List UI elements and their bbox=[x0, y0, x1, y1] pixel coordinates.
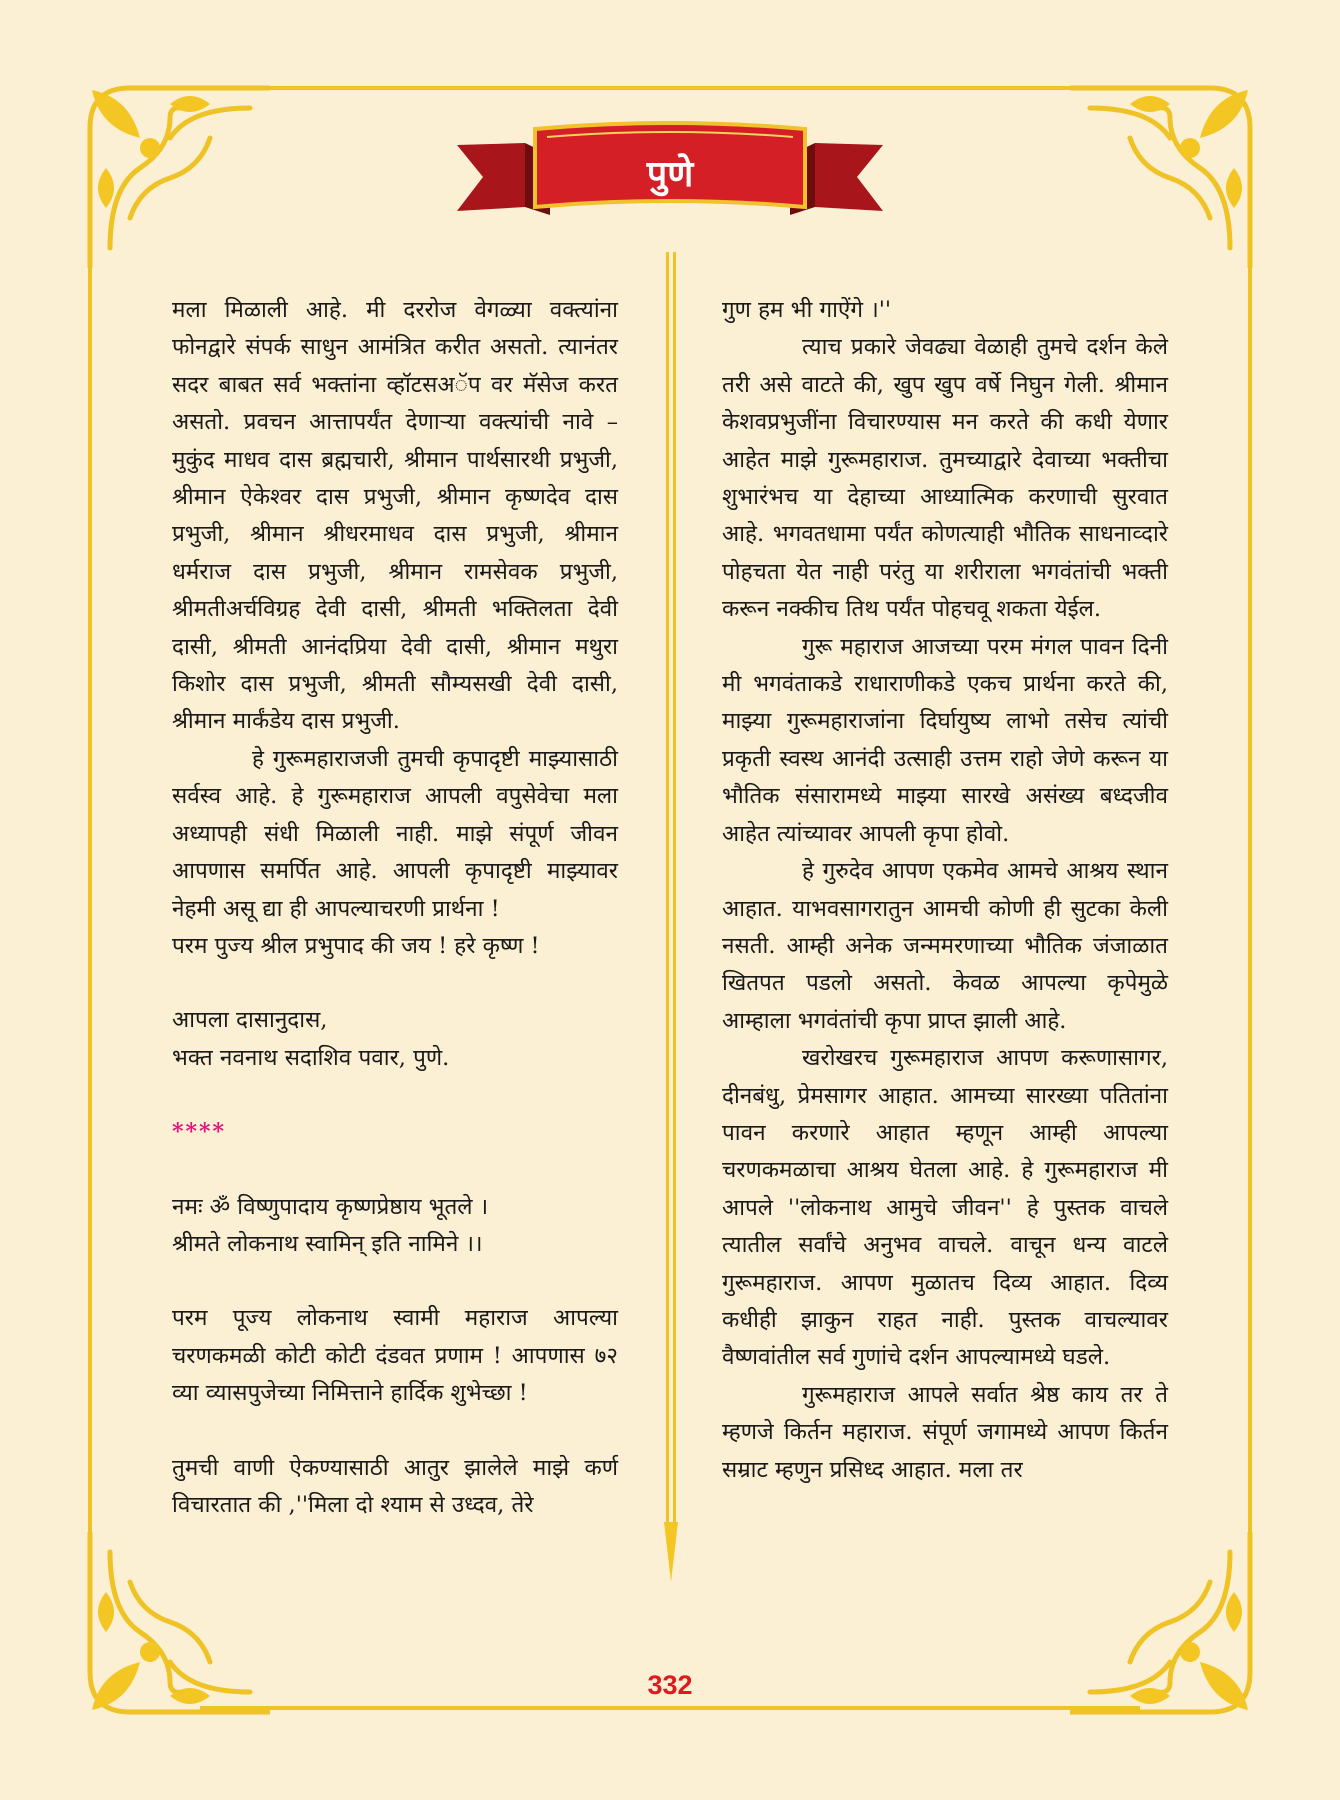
frame-top-border bbox=[200, 86, 1140, 90]
verse-line: नमः ॐ विष्णुपादाय कृष्णप्रेष्ठाय भूतले । bbox=[172, 1193, 489, 1220]
corner-ornament-icon bbox=[1070, 68, 1270, 268]
paragraph: तुमची वाणी ऐकण्यासाठी आतुर झालेले माझे कर्ण विचारतात की ,''मिला दो श्याम से उध्दव, तेरे bbox=[172, 1454, 618, 1518]
frame-right-border bbox=[1248, 220, 1252, 1600]
paragraph: गुरूमहाराज आपले सर्वात श्रेष्ठ काय तर ते म्हणजे किर्तन महाराज. संपूर्ण जगामध्ये आपण किर्तन सम्राट म्हणुन प्रसिध्द आहात. मला तर bbox=[722, 1381, 1168, 1483]
verse-line: श्रीमते लोकनाथ स्वामिन् इति नामिने ।। bbox=[172, 1230, 483, 1257]
paragraph: गुण हम भी गाऐंगे ।'' bbox=[722, 297, 892, 323]
right-column bbox=[722, 292, 1168, 1489]
corner-ornament-icon bbox=[70, 68, 270, 268]
column-divider bbox=[664, 252, 678, 1592]
frame-bottom-border bbox=[200, 1706, 1140, 1710]
paragraph: परम पुज्य श्रील प्रभुपाद की जय ! हरे कृष्ण ! bbox=[172, 932, 540, 959]
paragraph: त्याच प्रकारे जेवढ्या वेळाही तुमचे दर्शन केले तरी असे वाटते की, खुप खुप वर्षे निघुन गेली. श्रीमान केशवप्रभुजींना विचारण्यास मन करते की कधी येणार आहेत माझे गुरूमहाराज. तुमच्याद्वारे देवाच्या भक्तीचा शुभारंभच या देहाच्या आध्यात्मिक करणाची सुरवात आहे. भगवतधामा पर्यंत कोणत्याही भौतिक साधनाव्दारे पोहचता येत नाही परंतु या शरीराला भगवंतांची भक्ती करून नक्कीच तिथ पर्यंत पोहचवू शकता येईल. bbox=[722, 334, 1168, 623]
corner-ornament-icon bbox=[1070, 1532, 1270, 1732]
page-number: 332 bbox=[647, 1670, 693, 1700]
paragraph: मला मिळाली आहे. मी दररोज वेगळ्या वक्त्यांना फोनद्वारे संपर्क साधुन आमंत्रित करीत असतो. त्यानंतर सदर बाबत सर्व भक्तांना व्हॉटसअॅप वर मॅसेज करत असतो. प्रवचन आत्तापर्यंत देणाऱ्या वक्त्यांची नावे – मुकुंद माधव दास ब्रह्मचारी, श्रीमान पार्थसारथी प्रभुजी, श्रीमान ऐकेश्वर दास प्रभुजी, श्रीमान कृष्णदेव दास प्रभुजी, श्रीमान श्रीधरमाधव दास प्रभुजी, श्रीमान धर्मराज दास प्रभुजी, श्रीमान रामसेवक प्रभुजी, श्रीमतीअर्चविग्रह देवी दासी, श्रीमती भक्तिलता देवी दासी, श्रीमती आनंदप्रिया देवी दासी, श्रीमान मथुरा किशोर दास प्रभुजी, श्रीमती सौम्यसखी देवी दासी, श्रीमान मार्कंडेय दास प्रभुजी. bbox=[172, 297, 618, 735]
paragraph: हे गुरुदेव आपण एकमेव आमचे आश्रय स्थान आहात. याभवसागरातुन आमची कोणी ही सुटका केली नसती. आम्ही अनेक जन्ममरणाच्या भौतिक जंजाळात खितपत पडलो असतो. केवळ आपल्या कृपेमुळे आम्हाला भगवंतांची कृपा प्राप्त झाली आहे. bbox=[722, 858, 1168, 1034]
paragraph: परम पूज्य लोकनाथ स्वामी महाराज आपल्या चरणकमळी कोटी कोटी दंडवत प्रणाम ! आपणास ७२ व्या व्यासपुजेच्या निमित्ताने हार्दिक शुभेच्छा ! bbox=[172, 1305, 618, 1407]
signoff-line: आपला दासानुदास, bbox=[172, 1007, 328, 1034]
frame-left-border bbox=[88, 220, 92, 1600]
signoff-line: भक्त नवनाथ सदाशिव पवार, पुणे. bbox=[172, 1044, 450, 1071]
paragraph: खरोखरच गुरूमहाराज आपण करूणासागर, दीनबंधु, प्रेमसागर आहात. आमच्या सारख्या पतितांना पावन करणारे आहात म्हणून आम्ही आपल्या चरणकमळाचा आश्रय घेतला आहे. हे गुरूमहाराज मी आपले ''लोकनाथ आमुचे जीवन'' हे पुस्तक वाचले त्यातील सर्वांचे अनुभव वाचले. वाचून धन्य वाटले गुरूमहाराज. आपण मुळातच दिव्य आहात. दिव्य कधीही झाकुन राहत नाही. पुस्तक वाचल्यावर वैष्णवांतील सर्व गुणांचे दर्शन आपल्यामध्ये घडले. bbox=[722, 1045, 1168, 1371]
section-separator: **** bbox=[172, 1119, 227, 1146]
paragraph: हे गुरूमहाराजजी तुमची कृपादृष्टी माझ्यासाठी सर्वस्व आहे. हे गुरूमहाराज आपली वपुसेवेचा मला अध्यापही संधी मिळाली नाही. माझे संपूर्ण जीवन आपणास समर्पित आहे. आपली कृपादृष्टी माझ्यावर नेहमी असू द्या ही आपल्याचरणी प्रार्थना ! bbox=[172, 745, 618, 922]
paragraph: गुरू महाराज आजच्या परम मंगल पावन दिनी मी भगवंताकडे राधाराणीकडे एकच प्रार्थना करते की, माझ्या गुरूमहाराजांना दिर्घायुष्य लाभो तसेच त्यांची प्रकृती स्वस्थ आनंदी उत्साही उत्तम राहो जेणे करून या भौतिक संसारामध्ये माझ्या सारखे असंख्य बध्दजीव आहेत त्यांच्यावर आपली कृपा होवो. bbox=[722, 633, 1168, 847]
page-title: पुणे bbox=[646, 154, 694, 195]
left-column bbox=[172, 292, 618, 1524]
corner-ornament-icon bbox=[70, 1532, 270, 1732]
